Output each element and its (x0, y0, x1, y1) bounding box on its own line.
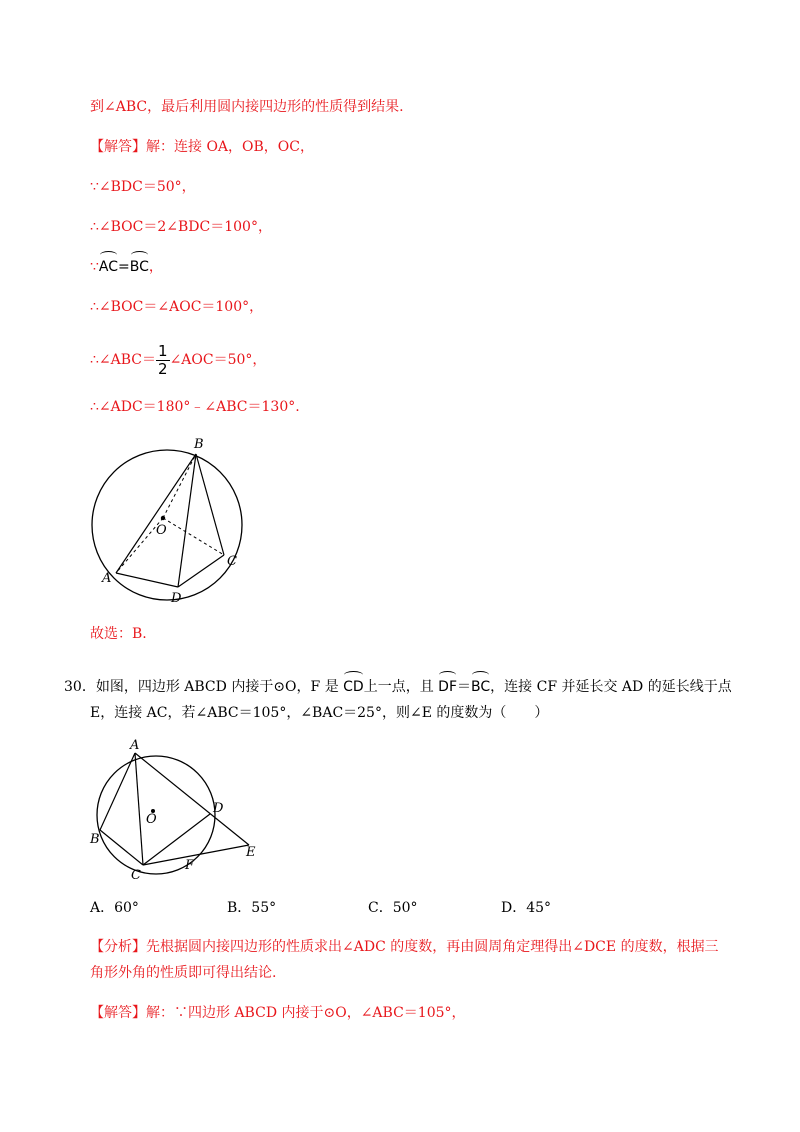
arc-bc: BC (129, 259, 149, 275)
analysis-tag: 【分析】 (90, 939, 146, 955)
step-3-prefix: ∵ (90, 259, 99, 275)
answer-30-text: 解：∵四边形 ABCD 内接于⊙O，∠ABC＝105°， (146, 1005, 466, 1021)
analysis-line-1 (90, 937, 719, 957)
fraction-numerator: 1 (158, 341, 168, 360)
arc-bc-q30: BC (471, 679, 491, 695)
step-5 (90, 340, 266, 380)
arc-df: DF (438, 679, 458, 695)
option-c[interactable]: C．50° (368, 900, 418, 916)
arc-cd: CD (343, 679, 364, 695)
figure-1-circle-diagram (80, 430, 260, 610)
label-d: D (171, 591, 182, 606)
label-a-fig2: A (130, 738, 140, 753)
label-f-fig2: F (185, 858, 195, 873)
fraction-denominator: 2 (158, 359, 168, 378)
step-1: ∵∠BDC＝50°， (90, 179, 196, 195)
option-b[interactable]: B．55° (227, 900, 277, 916)
step-5-prefix: ∴∠ABC＝ (90, 352, 157, 368)
arc-ac: AC (98, 259, 119, 275)
question-number: 30． (64, 679, 96, 695)
answer-30-tag: 【解答】 (90, 1005, 146, 1021)
label-c: C (227, 554, 237, 569)
answer-text: 解：连接 OA，OB，OC， (146, 139, 314, 155)
fraction-half (156, 343, 170, 378)
step-6: ∴∠ADC＝180°﹣∠ABC＝130°. (90, 399, 300, 415)
question-text-1: 如图，四边形 ABCD 内接于⊙O，F 是 (95, 679, 344, 695)
label-e-fig2: E (246, 845, 256, 860)
analysis-text-1: 先根据圆内接四边形的性质求出∠ADC 的度数，再由圆周角定理得出∠DCE 的度数，根据三 (146, 939, 719, 955)
option-d[interactable]: D．45° (501, 900, 552, 916)
step-4: ∴∠BOC＝∠AOC＝100°， (90, 299, 264, 315)
question-eq: ＝ (457, 679, 472, 695)
label-o-fig2: O (146, 812, 157, 827)
solution-line-1: 到∠ABC，最后利用圆内接四边形的性质得到结果. (90, 99, 404, 115)
label-a: A (102, 571, 112, 586)
label-d-fig2: D (213, 801, 224, 816)
step-3 (90, 257, 163, 277)
step-3-suffix: ， (148, 259, 163, 275)
step-3-eq: = (118, 259, 130, 275)
question-text-2: 上一点，且 (363, 679, 439, 695)
label-o: O (156, 523, 167, 538)
figure-2-circle-diagram (85, 735, 275, 885)
label-b: B (194, 437, 204, 452)
question-30-line-1 (64, 677, 732, 697)
answer-line (90, 137, 314, 157)
step-2: ∴∠BOC＝2∠BDC＝100°， (90, 219, 272, 235)
answer-tag: 【解答】 (90, 139, 146, 155)
option-a[interactable]: A．60° (90, 900, 139, 916)
answer-30-line (90, 1003, 466, 1023)
conclusion: 故选：B. (90, 626, 147, 642)
analysis-line-2: 角形外角的性质即可得出结论. (90, 965, 277, 981)
question-text-3: ，连接 CF 并延长交 AD 的延长线于点 (490, 679, 732, 695)
question-30-line-2: E，连接 AC，若∠ABC＝105°，∠BAC＝25°，则∠E 的度数为（ ） (90, 705, 549, 721)
step-5-suffix: ∠AOC＝50°， (169, 352, 267, 368)
label-c-fig2: C (131, 868, 141, 883)
label-b-fig2: B (90, 832, 100, 847)
